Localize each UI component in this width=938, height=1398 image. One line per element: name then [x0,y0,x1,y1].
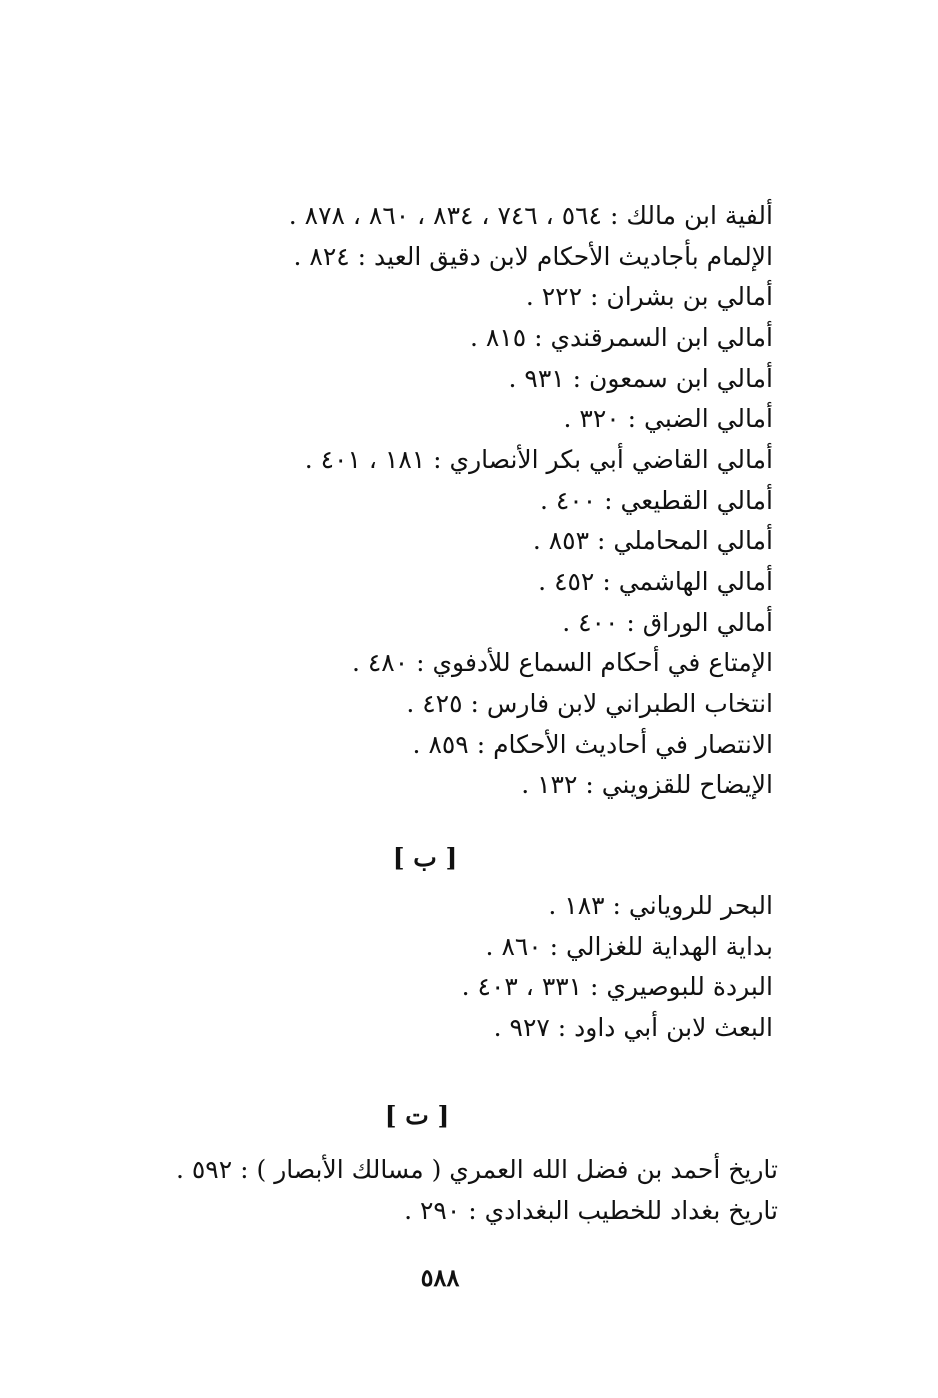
index-entry: الإمتاع في أحكام السماع للأدفوي : ٤٨٠ . [351,648,773,677]
index-entry: أمالي بن بشران : ٢٢٢ . [525,282,773,311]
index-entry: البعث لابن أبي داود : ٩٢٧ . [493,1013,773,1042]
section-header-ba: [ ب ] [392,843,458,872]
index-entry: أمالي الهاشمي : ٤٥٢ . [538,567,773,596]
section-header-ta: [ ت ] [384,1101,450,1130]
index-entry: أمالي ابن سمعون : ٩٣١ . [508,364,773,393]
index-entry: الإيضاح للقزويني : ١٣٢ . [521,770,773,799]
index-entry: البحر للروياني : ١٨٣ . [548,891,773,920]
index-entry: أمالي الوراق : ٤٠٠ . [562,608,773,637]
index-entry: ألفية ابن مالك : ٥٦٤ ، ٧٤٦ ، ٨٣٤ ، ٨٦٠ ، ٨٧٨ . [288,201,773,230]
index-entry: الإلمام بأجاديث الأحكام لابن دقيق العيد : ٨٢٤ . [293,242,773,271]
index-entry: أمالي القاضي أبي بكر الأنصاري : ١٨١ ، ٤٠١ . [304,445,773,474]
index-entry: تاريخ أحمد بن فضل الله العمري ( مسالك الأبصار ) : ٥٩٢ . [175,1155,778,1184]
index-entry: بداية الهداية للغزالي : ٨٦٠ . [485,932,773,961]
index-entry: الانتصار في أحاديث الأحكام : ٨٥٩ . [412,730,773,759]
index-entry: أمالي ابن السمرقندي : ٨١٥ . [469,323,773,352]
index-entry: أمالي المحاملي : ٨٥٣ . [532,526,773,555]
page-number: ٥٨٨ [420,1263,460,1292]
index-entry: البردة للبوصيري : ٣٣١ ، ٤٠٣ . [461,972,773,1001]
index-entry: أمالي الضبي : ٣٢٠ . [563,404,773,433]
index-entry: انتخاب الطبراني لابن فارس : ٤٢٥ . [406,689,773,718]
index-entry: تاريخ بغداد للخطيب البغدادي : ٢٩٠ . [404,1196,778,1225]
index-entry: أمالي القطيعي : ٤٠٠ . [539,486,773,515]
